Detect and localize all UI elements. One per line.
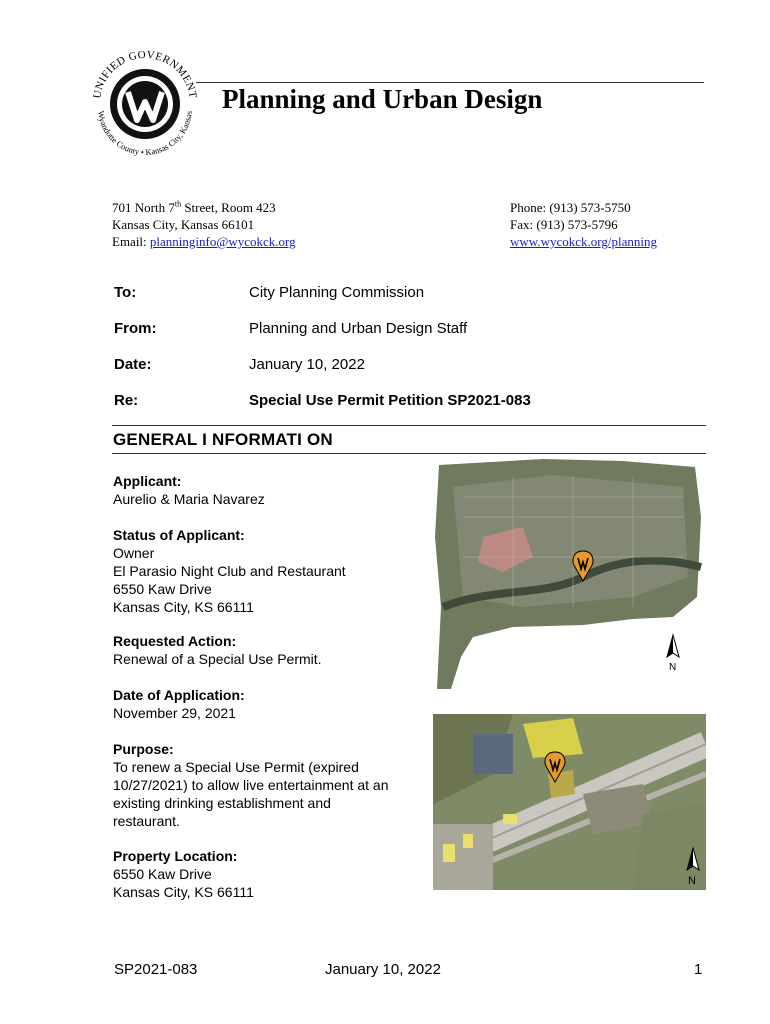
memo-date-label: Date: [114, 356, 152, 373]
property-line: 6550 Kaw Drive [113, 866, 212, 882]
purpose-line: 10/27/2021) to allow live entertainment at an [113, 777, 389, 793]
section-heading: GENERAL I NFORMATI ON [113, 430, 333, 449]
property-block [113, 847, 254, 901]
email-link[interactable]: planninginfo@wycokck.org [149, 234, 296, 249]
date-application-value: November 29, 2021 [113, 705, 236, 721]
county-seal-logo [84, 42, 206, 164]
north-label: N [688, 875, 696, 887]
memo-from-label: From: [114, 320, 157, 337]
status-line: Kansas City, KS 66111 [113, 599, 254, 615]
memo-re-value: Special Use Permit Petition SP2021-083 [249, 392, 531, 409]
north-label: N [669, 662, 677, 673]
area-aerial-map [433, 457, 706, 689]
requested-block [113, 632, 322, 668]
status-block [113, 526, 346, 616]
section-bottom-rule [112, 453, 706, 454]
requested-value: Renewal of a Special Use Permit. [113, 651, 322, 667]
memo-re-label: Re: [114, 392, 139, 409]
requested-label: Requested Action: [113, 633, 237, 649]
page-number: 1 [694, 961, 703, 978]
purpose-block [113, 740, 389, 830]
address-line-2: Kansas City, Kansas 66101 [112, 217, 255, 232]
seal-arc-bottom: Wyandotte County • Kansas City, Kansas [95, 110, 194, 158]
address-block [112, 199, 296, 250]
status-label: Status of Applicant: [113, 527, 245, 543]
purpose-line: restaurant. [113, 813, 180, 829]
department-title: Planning and Urban Design [222, 84, 543, 114]
status-line: 6550 Kaw Drive [113, 581, 212, 597]
applicant-value: Aurelio & Maria Navarez [113, 491, 265, 507]
footer-case-number: SP2021-083 [114, 961, 198, 978]
date-application-label: Date of Application: [113, 687, 245, 703]
footer-date: January 10, 2022 [325, 961, 441, 978]
memo-to-label: To: [114, 284, 137, 301]
address-line-1: 701 North 7th Street, Room 423 [112, 199, 276, 215]
purpose-line: To renew a Special Use Permit (expired [113, 759, 359, 775]
fax-line: Fax: (913) 573-5796 [510, 217, 618, 232]
applicant-block [113, 472, 265, 508]
applicant-label: Applicant: [113, 473, 182, 489]
website-link[interactable]: www.wycokck.org/planning [510, 234, 657, 249]
header-rule [196, 82, 704, 83]
email-line: Email: planninginfo@wycokck.org [112, 234, 296, 249]
phone-line: Phone: (913) 573-5750 [510, 200, 631, 215]
memo-to-value: City Planning Commission [249, 284, 425, 301]
purpose-line: existing drinking establishment and [113, 795, 331, 811]
section-top-rule [112, 425, 706, 426]
memo-date-value: January 10, 2022 [249, 356, 365, 373]
date-application-block [113, 686, 245, 722]
memo-from-value: Planning and Urban Design Staff [249, 320, 468, 337]
property-label: Property Location: [113, 848, 238, 864]
status-line: Owner [113, 545, 155, 561]
contact-block [510, 199, 657, 250]
purpose-label: Purpose: [113, 741, 174, 757]
property-line: Kansas City, KS 66111 [113, 884, 254, 900]
site-aerial-map [433, 714, 706, 890]
status-line: El Parasio Night Club and Restaurant [113, 563, 346, 579]
seal-arc-top: UNIFIED GOVERNMENT [91, 48, 199, 100]
